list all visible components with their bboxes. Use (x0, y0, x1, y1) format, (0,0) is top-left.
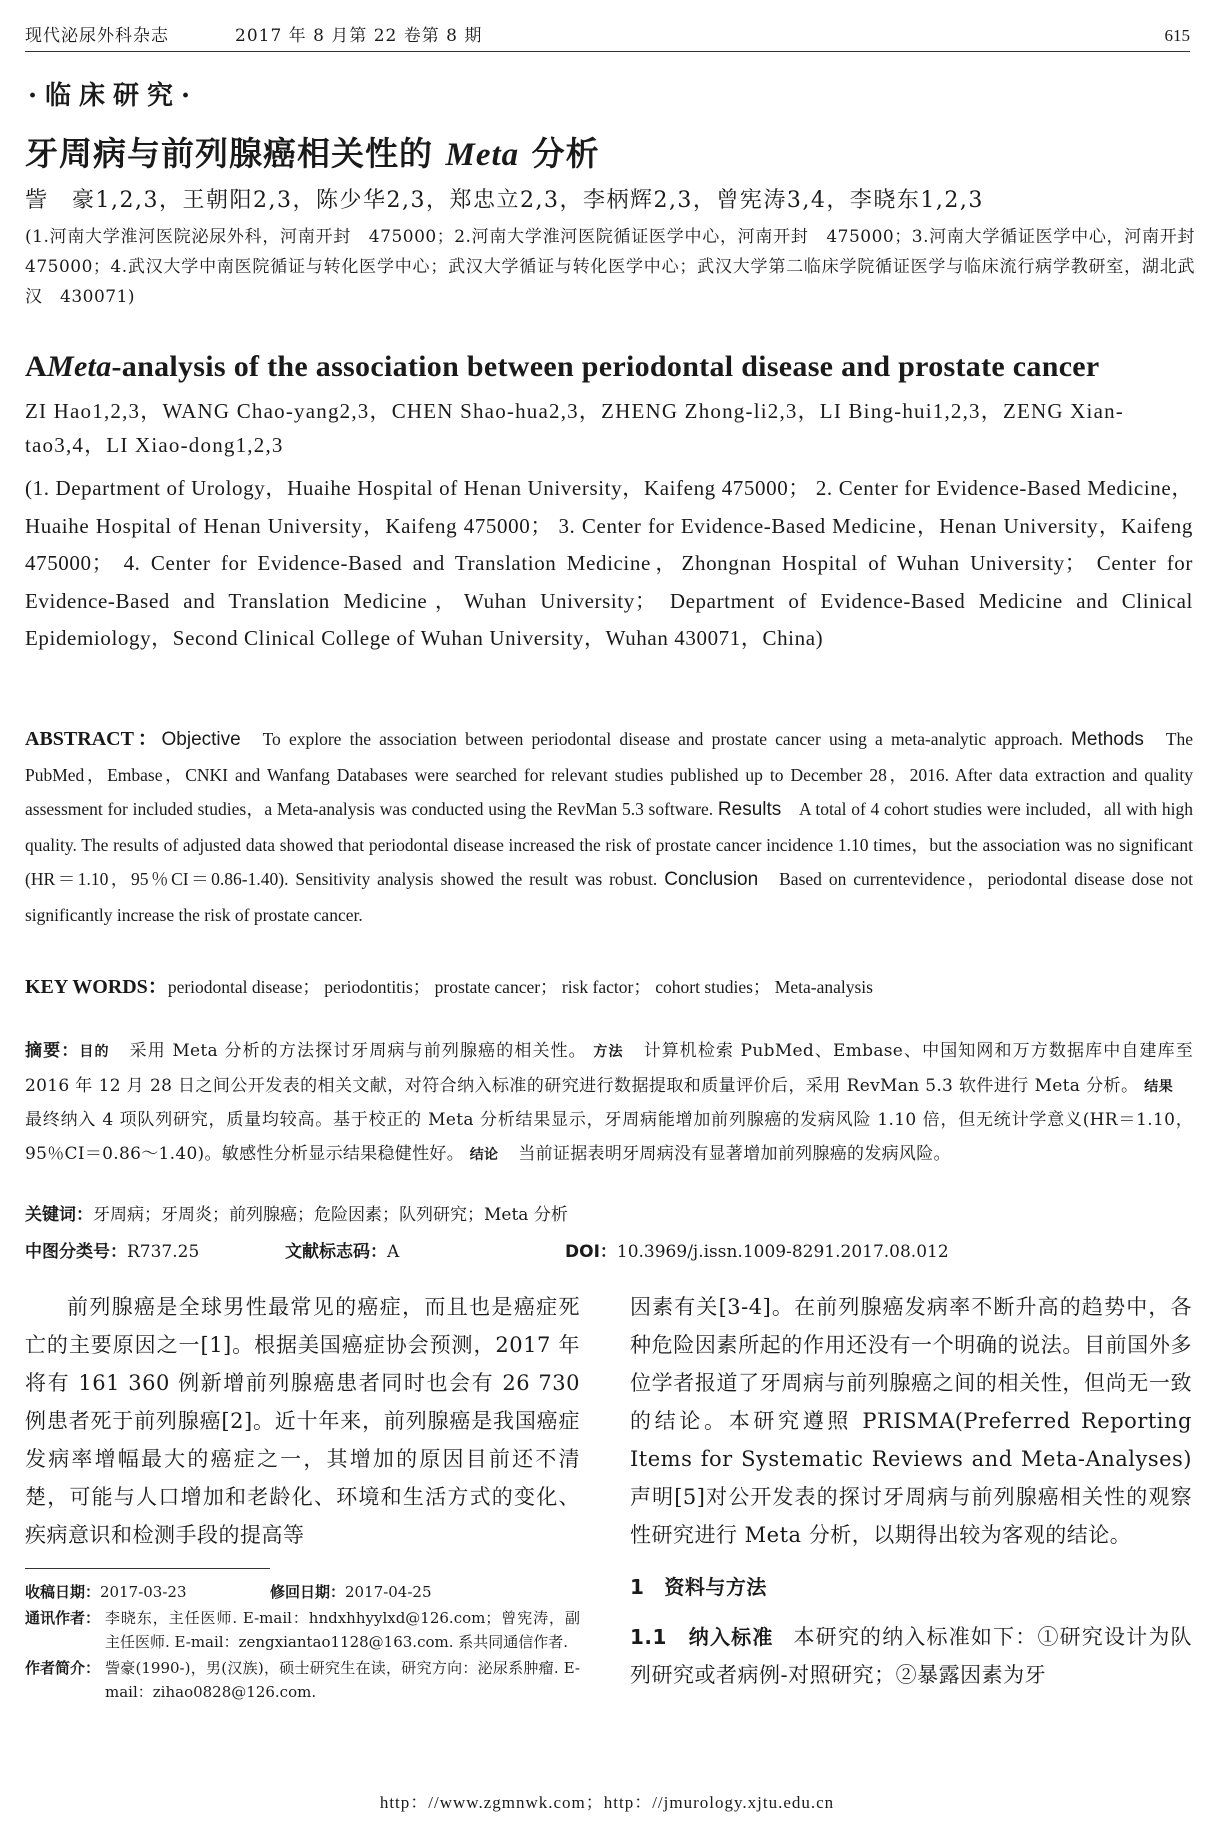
classification-row (25, 1237, 1193, 1265)
cn-methods-text: 计算机检索 PubMed、Embase、中国知网和万方数据库中自建库至 2016 年 12 月 28 日之间公开发表的相关文献，对符合纳入标准的研究进行数据提取和质量评价后，采用 RevMan 5.3 软件进行 Meta 分析。 (25, 1041, 1193, 1096)
doi (565, 1237, 949, 1262)
revised-value: 2017-04-25 (345, 1583, 432, 1601)
corresponding-author (25, 1606, 580, 1654)
author-bio-label: 作者简介： (25, 1659, 101, 1677)
chinese-affiliations: (1.河南大学淮河医院泌尿外科，河南开封 475000；2.河南大学淮河医院循证医学中心，河南开封 475000；3.河南大学循证医学中心，河南开封 475000；4.武汉大学中南医院循证与转化医学中心；武汉大学循证与转化医学中心；武汉大学第二临床学院循证医学与临床流行病学教研室，湖北武汉 430071) (25, 227, 1213, 307)
english-title-part2: -analysis of the association between periodontal disease and prostate cancer (111, 350, 1100, 383)
keywords-text: periodontal disease； periodontitis； prostate cancer； risk factor； cohort studies； Meta-analysis (167, 977, 873, 997)
document-code (285, 1237, 399, 1262)
doc-label: 文献标志码： (285, 1242, 387, 1262)
english-abstract (25, 722, 1193, 932)
revised-date (270, 1580, 432, 1604)
inclusion-text: 本研究的纳入标准如下：①研究设计为队列研究或者病例-对照研究；②暴露因素为牙 (630, 1625, 1193, 1687)
subsection-heading: 1.1 纳入标准 (630, 1625, 774, 1649)
english-title-part1: A (25, 350, 47, 383)
revised-label: 修回日期： (270, 1583, 346, 1601)
chinese-title-part1: 牙周病与前列腺癌相关性的 (25, 134, 446, 173)
keywords-label: KEY WORDS： (25, 976, 168, 998)
cn-keywords-label: 关键词： (25, 1205, 93, 1225)
english-authors: ZI Hao1,2,3，WANG Chao-yang2,3，CHEN Shao-hua2,3，ZHENG Zhong-li2,3，LI Bing-hui1,2,3，ZENG Xian-tao3,4，LI Xiao-dong1,2,3 (25, 399, 1124, 457)
objective-text: To explore the association between periodontal disease and prostate cancer using a meta-analytic approach. (262, 729, 1063, 749)
chinese-title-meta: Meta (445, 137, 520, 173)
chinese-title-part2: 分析 (519, 134, 600, 173)
received-value: 2017-03-23 (100, 1583, 187, 1601)
chinese-authors: 訾 豪1,2,3，王朝阳2,3，陈少华2,3，郑忠立2,3，李柄辉2,3，曾宪涛3,4，李晓东1,2,3 (25, 188, 984, 213)
conclusion-label: Conclusion (664, 869, 759, 890)
conclusion-text: Based on currentevidence，periodontal disease dose not significantly increase the risk of prostate cancer. (25, 869, 1194, 925)
english-title-meta: Meta (46, 350, 112, 383)
english-affiliations: (1. Department of Urology，Huaihe Hospital of Henan University，Kaifeng 475000； 2. Center for Evidence-Based Medicine，Huaihe Hospital of Henan University，Kaifeng 475000； 3. Center for Evidence-Based Medicine，Henan University，Kaifeng 475000； 4. Center for Evidence-Based and Translation Medicine，Zhongnan Hospital of Wuhan University； Center for Evidence-Based and Translation Medicine，Wuhan University； Department of Evidence-Based Medicine and Clinical Epidemiology，Second Clinical College of Wuhan University，Wuhan 430071，China) (25, 476, 1193, 650)
issue-info: 2017 年 8 月第 22 卷第 8 期 (235, 26, 483, 46)
footnote-divider (25, 1568, 270, 1569)
clc-value: R737.25 (127, 1242, 200, 1262)
chinese-abstract (25, 1035, 1193, 1172)
clc-label: 中图分类号： (25, 1242, 127, 1262)
dates-row (25, 1580, 580, 1604)
objective-label: Objective (161, 729, 241, 750)
section-label: ·临床研究· (28, 81, 199, 111)
journal-name: 现代泌尿外科杂志 (25, 26, 169, 46)
results-label: Results (717, 799, 782, 820)
cn-conclusion-text: 当前证据表明牙周病没有显著增加前列腺癌的发病风险。 (518, 1143, 951, 1164)
cn-abstract-label: 摘要： (25, 1041, 80, 1061)
author-bio (25, 1656, 580, 1704)
body-left-column (25, 1288, 580, 1554)
corresponding-text: 李晓东，主任医师. E-mail：hndxhhyylxd@126.com；曾宪涛，副主任医师. E-mail：zengxiantao1128@163.com. 系共同通信作者. (105, 1609, 580, 1651)
footnotes (25, 1580, 580, 1706)
methods-label: Methods (1071, 729, 1144, 750)
cn-keywords-text: 牙周病；牙周炎；前列腺癌；危险因素；队列研究；Meta 分析 (93, 1205, 568, 1225)
chinese-keywords (25, 1200, 1193, 1225)
author-bio-text: 訾豪(1990-)，男(汉族)，硕士研究生在读，研究方向：泌尿系肿瘤. E-mail：zihao0828@126.com. (105, 1659, 580, 1701)
cn-results-text: 最终纳入 4 项队列研究，质量均较高。基于校正的 Meta 分析结果显示，牙周病能增加前列腺癌的发病风险 1.10 倍，但无统计学意义(HR＝1.10，95％CI＝0.86～1.40)。敏感性分析显示结果稳健性好。 (25, 1110, 1193, 1164)
received-label: 收稿日期： (25, 1583, 101, 1601)
clc-number (25, 1237, 199, 1262)
page-number: 615 (1164, 26, 1190, 45)
cn-objective-text: 采用 Meta 分析的方法探讨牙周病与前列腺癌的相关性。 (129, 1041, 587, 1061)
methods-text: The PubMed，Embase，CNKI and Wanfang Databases were searched for relevant studies published up to December 28，2016. After data extraction and quality assessment for included studies，a Meta-analysis was conducted using the RevMan 5.3 software. (25, 729, 1193, 819)
chinese-title (25, 128, 600, 175)
page-footer-urls: http：//www.zgmnwk.com；http：//jmurology.xjtu.edu.cn (379, 1793, 835, 1812)
section-heading-text: 资料与方法 (664, 1575, 767, 1599)
cn-methods-label: 方法 (593, 1044, 624, 1060)
intro-paragraph-1: 前列腺癌是全球男性最常见的癌症，而且也是癌症死亡的主要原因之一[1]。根据美国癌症协会预测，2017 年将有 161 360 例新增前列腺癌患者同时也会有 26 730 例患者死于前列腺癌[2]。近十年来，前列腺癌是我国癌症发病率增幅最大的癌症之一，其增加的原因目前还不清楚，可能与人口增加和老龄化、环境和生活方式的变化、疾病意识和检测手段的提高等 (25, 1295, 580, 1547)
doc-value: A (387, 1242, 400, 1262)
abstract-label: ABSTRACT： (25, 728, 162, 750)
section-heading-number: 1 (630, 1575, 645, 1599)
results-text: A total of 4 cohort studies were included，all with high quality. The results of adjusted data showed that periodontal disease increased the risk of prostate cancer incidence 1.10 times，but the association was no significant (HR＝1.10，95％CI＝0.86-1.40). Sensitivity analysis showed the result was robust. (25, 799, 1193, 889)
doi-value: 10.3969/j.issn.1009-8291.2017.08.012 (616, 1242, 949, 1262)
english-title (25, 350, 1100, 384)
received-date (25, 1580, 187, 1604)
cn-results-label: 结果 (1144, 1078, 1173, 1095)
corresponding-label: 通讯作者： (25, 1609, 101, 1627)
doi-label: DOI： (565, 1242, 617, 1262)
body-right-column (630, 1288, 1192, 1694)
running-header (25, 22, 1190, 52)
english-keywords (25, 970, 1193, 999)
intro-paragraph-2: 因素有关[3-4]。在前列腺癌发病率不断升高的趋势中，各种危险因素所起的作用还没有一个明确的说法。目前国外多位学者报道了牙周病与前列腺癌之间的相关性，但尚无一致的结论。本研究遵照 PRISMA(Preferred Reporting Items for Systematic Reviews and Meta-Analyses)声明[5]对公开发表的探讨牙周病与前列腺癌相关性的观察性研究进行 Meta 分析，以期得出较为客观的结论。 (630, 1295, 1192, 1547)
section-heading-1 (630, 1568, 1192, 1606)
cn-objective-label: 目的 (79, 1044, 110, 1060)
inclusion-paragraph (630, 1618, 1192, 1694)
cn-conclusion-label: 结论 (469, 1146, 499, 1163)
